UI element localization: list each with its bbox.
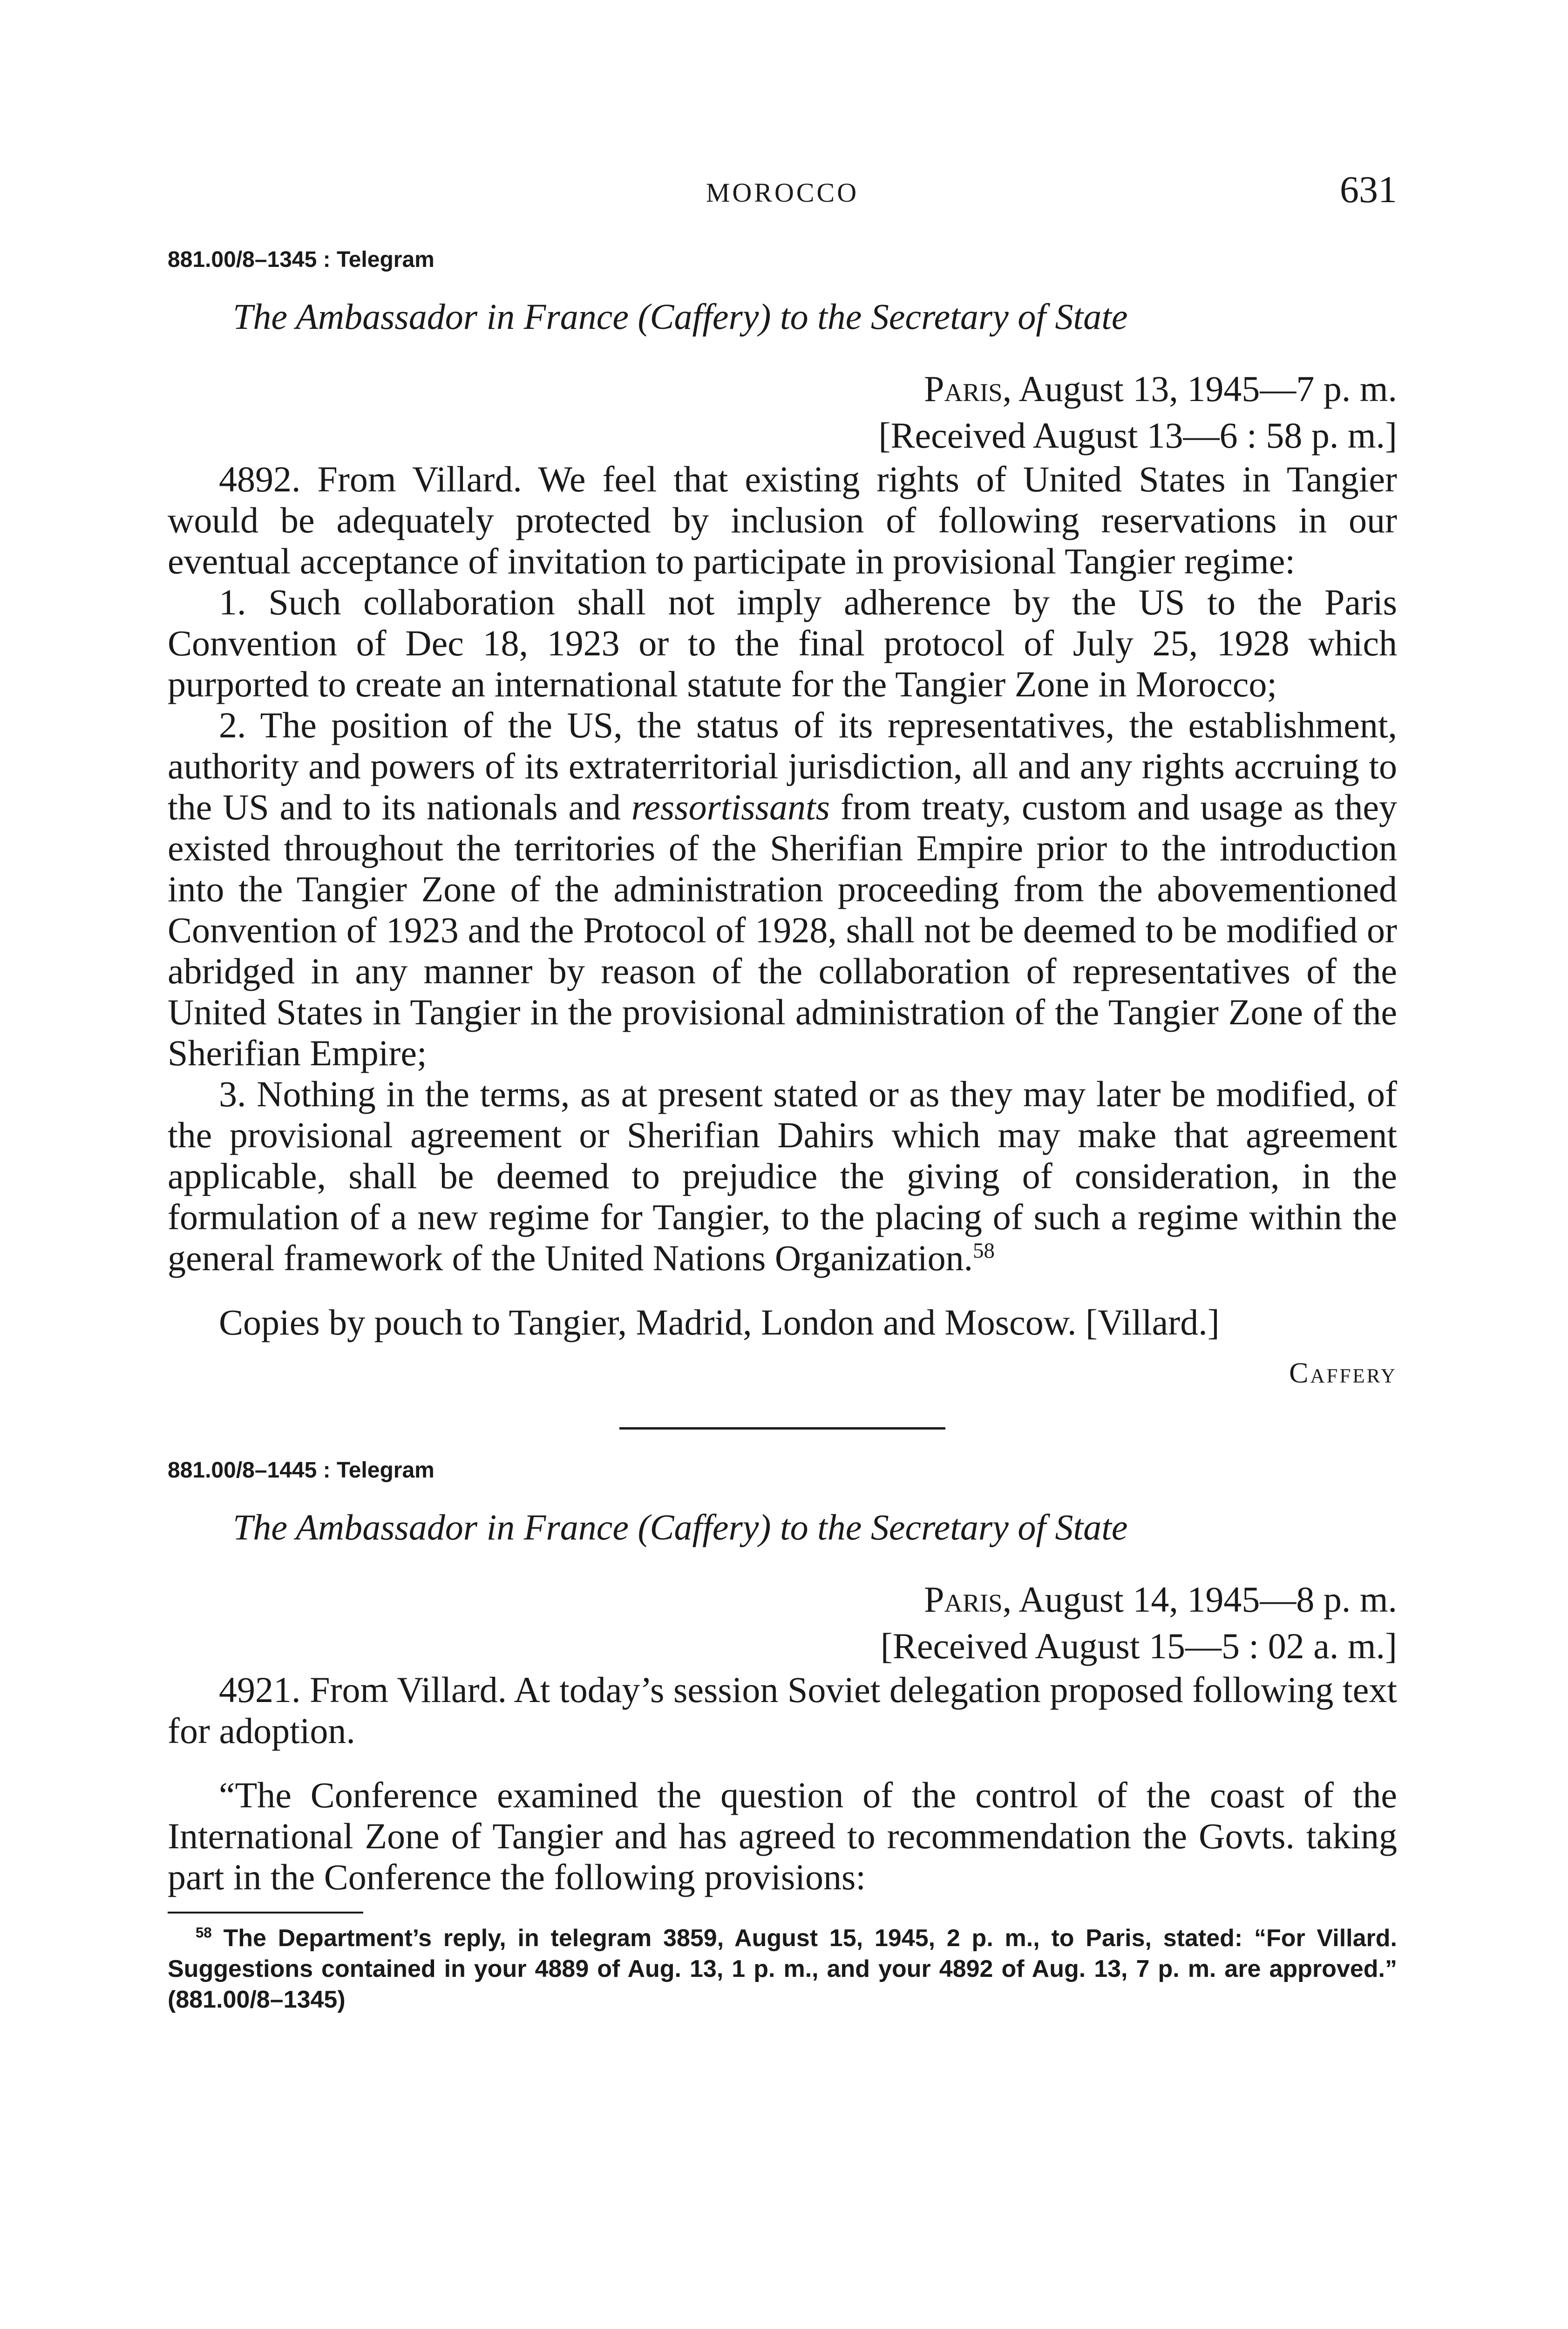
file-reference: 881.00/8–1445 : Telegram	[168, 1458, 434, 1483]
document-page	[168, 168, 1397, 2015]
footnote-text: The Department’s reply, in telegram 3859, August 15, 1945, 2 p. m., to Paris, stated: “For Villard. Suggestions contained in your 4889 of Aug. 13, 1 p. m., and your 4892 of Aug. 13, 7 p. m. are approved.” (881.00/8–1345)	[168, 1925, 1397, 2013]
reservation-item-1: 1. Such collaboration shall not imply adherence by the US to the Paris Convention of Dec 18, 1923 or to the final protocol of July 25, 1928 which purported to create an international statute for the Tangier Zone in Morocco;	[168, 582, 1397, 704]
running-head	[168, 168, 1397, 228]
section-divider	[619, 1427, 945, 1430]
footnote-reference[interactable]: 58	[973, 1239, 995, 1263]
document-title: The Ambassador in France (Caffery) to the Secretary of State	[233, 1507, 1128, 1547]
reservation-item-3	[168, 1074, 1397, 1279]
footnote	[168, 1923, 1397, 2015]
dateline-date: , August 13, 1945—7 p. m.	[1002, 368, 1397, 409]
received-line: [Received August 15—5 : 02 a. m.]	[880, 1626, 1397, 1666]
item-2-part-b: from treaty, custom and usage as they existed throughout the territories of the Sherifian Empire prior to the introduction into the Tangier Zone of the administration proceeding from the abovementioned Convention of 1923 and the Protocol of 1928, shall not be deemed to be modified or abridged in any manner by reason of the collaboration of representatives of the United States in Tangier in the provisional administration of the Tangier Zone of the Sherifian Empire;	[168, 787, 1397, 1073]
dateline-place: Paris	[924, 368, 1003, 409]
item-3-text: 3. Nothing in the terms, as at present stated or as they may later be modified, of the provisional agreement or Sherifian Dahirs which may make that agreement applicable, shall be deemed to prejudice the giving of consideration, in the formulation of a new regime for Tangier, to the placing of such a regime within the general framework of the United Nations Organization.	[168, 1074, 1397, 1278]
footnote-marker: 58	[196, 1924, 212, 1941]
file-reference: 881.00/8–1345 : Telegram	[168, 247, 434, 272]
footnote-rule	[168, 1912, 363, 1914]
running-title: MOROCCO	[706, 177, 859, 208]
telegram-2	[168, 1457, 1397, 1898]
telegram-1	[168, 247, 1397, 1390]
signature: Caffery	[1289, 1357, 1397, 1389]
telegram-intro: 4921. From Villard. At today’s session Soviet delegation proposed following text for adoption.	[168, 1669, 1397, 1751]
dateline-place: Paris	[924, 1579, 1003, 1620]
telegram-intro: 4892. From Villard. We feel that existing rights of United States in Tangier would be adequately protected by inclusion of following reservations in our eventual acceptance of invitation to participate in provisional Tangier regime:	[168, 459, 1397, 581]
received-line: [Received August 13—6 : 58 p. m.]	[878, 415, 1397, 456]
dateline	[168, 366, 1397, 412]
quoted-text: “The Conference examined the question of the control of the coast of the International Zone of Tangier and has agreed to recommendation the Govts. taking part in the Conference the following provisions:	[168, 1775, 1397, 1897]
copies-note: Copies by pouch to Tangier, Madrid, London and Moscow. [Villard.]	[219, 1302, 1220, 1342]
dateline	[168, 1576, 1397, 1623]
dateline-date: , August 14, 1945—8 p. m.	[1002, 1579, 1397, 1620]
item-2-part-a: 2. The position of the US, the status of its representatives, the establishment, authority and powers of its extraterritorial jurisdiction, all and any rights accruing to the US and to its nationals and	[168, 705, 1397, 827]
document-title: The Ambassador in France (Caffery) to the Secretary of State	[233, 296, 1128, 337]
reservation-item-2	[168, 705, 1397, 1074]
item-2-italic-term: ressortissants	[631, 787, 830, 827]
page-number: 631	[1340, 168, 1397, 211]
